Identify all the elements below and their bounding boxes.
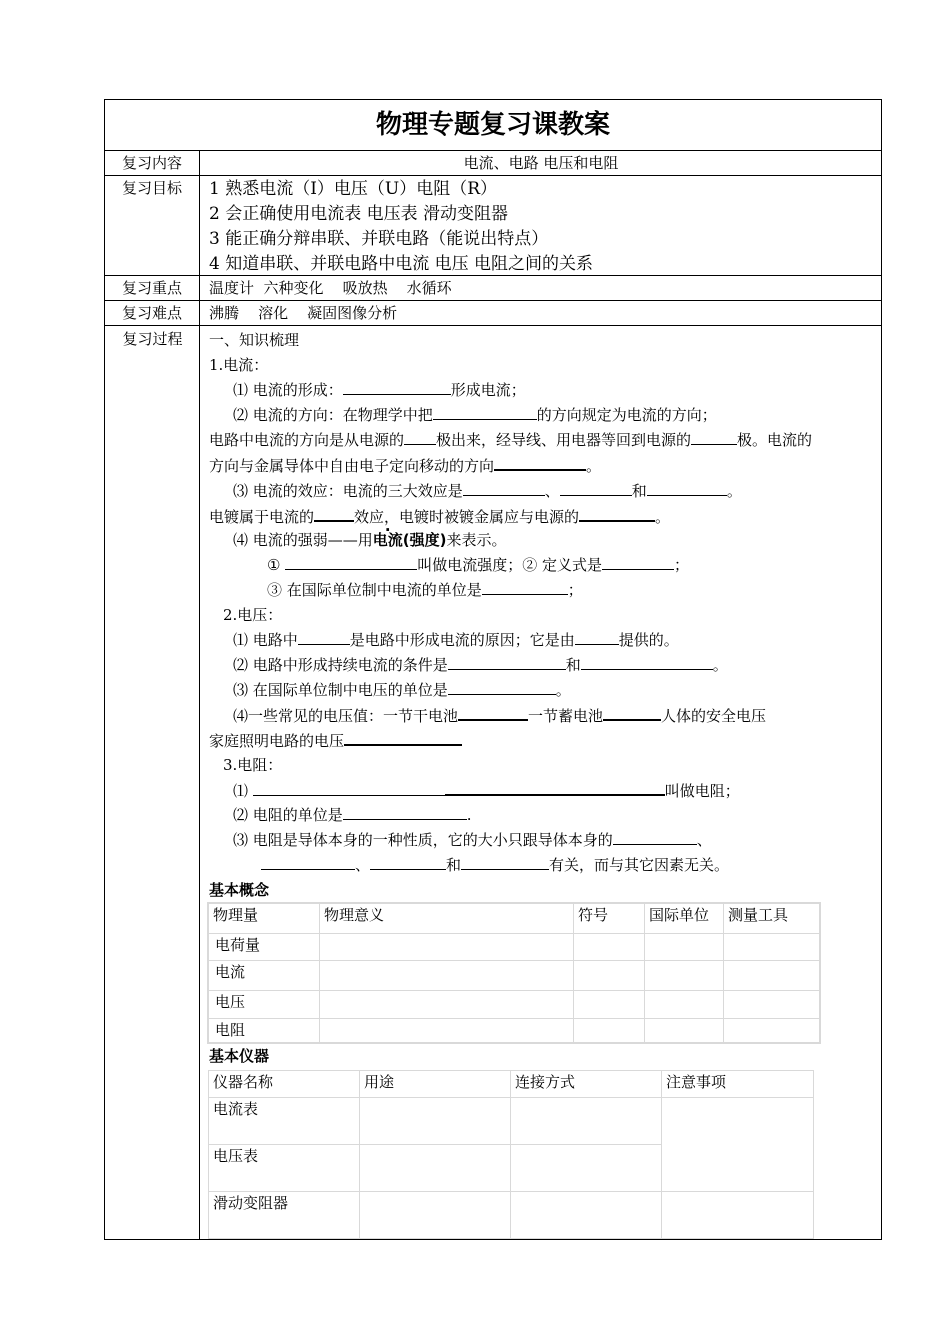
voltage-line-3 xyxy=(233,679,571,701)
table-header: 物理意义 xyxy=(320,903,574,933)
current-line-2 xyxy=(233,404,717,426)
table-header: 符号 xyxy=(574,903,645,933)
text: 的方向规定为电流的方向； xyxy=(536,406,717,424)
table-cell[interactable] xyxy=(645,960,724,990)
row-label: 复习重点 xyxy=(105,276,200,300)
text: ⑶ 电阻是导体本身的一种性质，它的大小只跟导体本身的 xyxy=(233,831,613,849)
text: 。 xyxy=(712,656,728,674)
table-cell[interactable] xyxy=(574,990,645,1018)
text: 人体的安全电压 xyxy=(661,707,767,725)
text: 来表示。 xyxy=(446,531,507,549)
row-review-content xyxy=(105,151,881,176)
blank[interactable] xyxy=(448,654,566,670)
text: 、 xyxy=(355,856,371,874)
row-value: 电流、电路 电压和电阻 xyxy=(463,154,619,172)
blank[interactable] xyxy=(560,480,632,496)
blank[interactable] xyxy=(314,505,354,522)
resistance-line-1 xyxy=(233,779,740,802)
blank[interactable] xyxy=(602,554,674,570)
voltage-title: 2.电压： xyxy=(223,606,283,624)
text: ； xyxy=(674,556,690,574)
current-line-7 xyxy=(233,529,507,551)
table-cell[interactable] xyxy=(360,1145,511,1192)
table-cell[interactable] xyxy=(511,1192,662,1239)
table-header: 注意事项 xyxy=(662,1071,814,1098)
table-cell[interactable] xyxy=(645,1018,724,1043)
blank[interactable] xyxy=(370,854,446,870)
text: 。 xyxy=(726,482,742,500)
text: ⑴ xyxy=(233,782,249,800)
blank[interactable] xyxy=(261,854,355,870)
goals-list xyxy=(209,176,875,277)
blank[interactable] xyxy=(463,480,545,496)
goal-item: 4 知道串联、并联电路中电流 电压 电阻之间的关系 xyxy=(209,254,594,274)
table-cell[interactable] xyxy=(662,1098,814,1192)
blank[interactable] xyxy=(579,505,655,522)
text: 和 xyxy=(565,656,581,674)
text: ③ 在国际单位制中电流的单位是 xyxy=(267,581,482,599)
text: ① xyxy=(267,556,281,574)
table-cell[interactable] xyxy=(574,960,645,990)
row-label: 复习难点 xyxy=(105,301,200,325)
current-line-5 xyxy=(233,480,742,502)
blank[interactable] xyxy=(343,379,451,395)
table-row-label: 滑动变阻器 xyxy=(209,1192,360,1239)
blank[interactable] xyxy=(445,779,665,796)
blank[interactable] xyxy=(482,579,568,595)
blank[interactable] xyxy=(613,829,697,845)
table-cell[interactable] xyxy=(724,1018,821,1043)
table-row-label: 电压表 xyxy=(209,1145,360,1192)
current-title: 1.电流： xyxy=(209,356,269,374)
table-header: 用途 xyxy=(360,1071,511,1098)
instruments-heading: 基本仪器 xyxy=(209,1047,270,1065)
text: ⑵ 电路中形成持续电流的条件是 xyxy=(233,656,448,674)
blank[interactable] xyxy=(581,654,713,670)
text: ； xyxy=(567,581,583,599)
table-header: 测量工具 xyxy=(724,903,821,933)
concepts-table xyxy=(207,902,821,1044)
goal-item: 3 能正确分辩串联、并联电路（能说出特点） xyxy=(209,229,549,249)
text: ⑶ 电流的效应：电流的三大效应是 xyxy=(233,482,463,500)
blank[interactable] xyxy=(298,629,350,645)
table-cell[interactable] xyxy=(724,960,821,990)
current-line-8 xyxy=(267,554,689,576)
blank[interactable] xyxy=(603,704,661,721)
text: 。 xyxy=(586,457,602,475)
text: 极出来，经导线、用电器等回到电源的 xyxy=(436,431,692,449)
table-cell[interactable] xyxy=(574,1018,645,1043)
text: ⑶ 在国际单位制中电压的单位是 xyxy=(233,681,448,699)
table-cell[interactable] xyxy=(511,1098,662,1145)
text: 、 xyxy=(696,831,712,849)
table-row-label: 电流 xyxy=(208,960,320,990)
text: . xyxy=(466,806,472,824)
table-cell[interactable] xyxy=(645,990,724,1018)
page-title: 物理专题复习课教案 xyxy=(105,100,881,151)
voltage-line-2 xyxy=(233,654,728,676)
concepts-heading: 基本概念 xyxy=(209,881,270,899)
text: 有关，而与其它因素无关。 xyxy=(549,856,730,874)
current-line-1 xyxy=(233,379,526,401)
text-emphasis: (强度) xyxy=(402,531,447,549)
text: 形成电流； xyxy=(450,381,526,399)
text: 电路中电流的方向是从电源的 xyxy=(209,431,405,449)
blank[interactable] xyxy=(448,679,556,695)
row-review-goals xyxy=(105,176,881,276)
column-divider xyxy=(199,326,200,1239)
text: 方向与金属导体中自由电子定向移动的方向 xyxy=(209,457,495,475)
row-label: 复习目标 xyxy=(105,176,200,275)
table-cell[interactable] xyxy=(574,933,645,960)
resistance-title: 3.电阻： xyxy=(223,756,283,774)
table-header: 物理量 xyxy=(208,903,320,933)
table-header: 仪器名称 xyxy=(209,1071,360,1098)
text: 叫做电阻； xyxy=(664,782,740,800)
current-line-4 xyxy=(209,454,601,477)
row-label-process: 复习过程 xyxy=(122,330,183,348)
goal-item: 1 熟悉电流（I）电压（U）电阻（R） xyxy=(209,179,498,199)
text: 是电路中形成电流的原因；它是由 xyxy=(349,631,575,649)
table-row-label: 电阻 xyxy=(208,1018,320,1043)
text: ⑵ 电阻的单位是 xyxy=(233,806,343,824)
text: 提供的。 xyxy=(618,631,679,649)
table-cell[interactable] xyxy=(320,933,574,960)
table-cell[interactable] xyxy=(320,1018,574,1043)
table-row-label: 电压 xyxy=(208,990,320,1018)
blank[interactable] xyxy=(458,704,528,721)
current-line-3 xyxy=(209,429,812,451)
table-cell[interactable] xyxy=(724,933,821,960)
blank[interactable] xyxy=(691,429,737,445)
row-difficult-points xyxy=(105,301,881,326)
voltage-line-5 xyxy=(209,729,462,752)
table-cell[interactable] xyxy=(360,1098,511,1145)
text: 叫做电流强度；② 定义式是 xyxy=(417,556,603,574)
blank[interactable] xyxy=(343,804,467,820)
table-row-label: 电荷量 xyxy=(208,933,320,960)
instruments-table xyxy=(208,1070,814,1239)
text: 和 xyxy=(631,482,647,500)
current-line-6 xyxy=(209,505,670,528)
row-value: 温度计 六种变化 吸放热 水循环 xyxy=(209,279,452,297)
text: 效应，电镀时被镀金属应与电源的 xyxy=(354,508,580,526)
text: ⑵ 电流的方向：在物理学中把 xyxy=(233,406,433,424)
text: 、 xyxy=(544,482,560,500)
text-emphasis: 电流 xyxy=(372,531,403,549)
table-cell[interactable] xyxy=(320,990,574,1018)
text: 和 xyxy=(446,856,462,874)
voltage-line-4 xyxy=(233,704,766,727)
text: 。 xyxy=(655,508,671,526)
blank[interactable] xyxy=(285,554,417,570)
text: ⑴ 电路中 xyxy=(233,631,298,649)
table-cell[interactable] xyxy=(320,960,574,990)
table-cell[interactable] xyxy=(662,1192,814,1239)
blank[interactable] xyxy=(647,480,727,496)
goal-item: 2 会正确使用电流表 电压表 滑动变阻器 xyxy=(209,204,509,224)
text: 一节蓄电池 xyxy=(528,707,604,725)
lesson-plan-table xyxy=(104,99,882,1240)
voltage-line-1 xyxy=(233,629,679,651)
resistance-line-2 xyxy=(233,804,472,826)
blank[interactable] xyxy=(494,454,586,471)
row-label: 复习内容 xyxy=(105,151,200,175)
row-value: 沸腾 溶化 凝固图像分析 xyxy=(209,304,398,322)
text: 。 xyxy=(555,681,571,699)
blank[interactable] xyxy=(404,429,436,445)
text: 极。电流的 xyxy=(737,431,813,449)
text: 家庭照明电路的电压 xyxy=(209,732,345,750)
blank[interactable] xyxy=(575,629,619,645)
text: ⑷一些常见的电压值：一节干电池 xyxy=(233,707,459,725)
text: ⑷ 电流的强弱——用 xyxy=(233,531,373,549)
row-key-points xyxy=(105,276,881,301)
text: 电镀属于电流的 xyxy=(209,508,315,526)
table-header: 国际单位 xyxy=(645,903,724,933)
blank[interactable] xyxy=(433,404,537,420)
resistance-line-4 xyxy=(261,854,729,876)
table-row-label: 电流表 xyxy=(209,1098,360,1145)
table-cell[interactable] xyxy=(645,933,724,960)
blank[interactable] xyxy=(253,780,445,796)
current-line-9 xyxy=(267,579,583,601)
table-cell[interactable] xyxy=(511,1145,662,1192)
text: ⑴ 电流的形成： xyxy=(233,381,343,399)
table-cell[interactable] xyxy=(360,1192,511,1239)
blank[interactable] xyxy=(461,854,549,870)
table-header: 连接方式 xyxy=(511,1071,662,1098)
table-cell[interactable] xyxy=(724,990,821,1018)
resistance-line-3 xyxy=(233,829,712,851)
blank[interactable] xyxy=(344,729,462,746)
section-heading: 一、知识梳理 xyxy=(209,331,300,349)
